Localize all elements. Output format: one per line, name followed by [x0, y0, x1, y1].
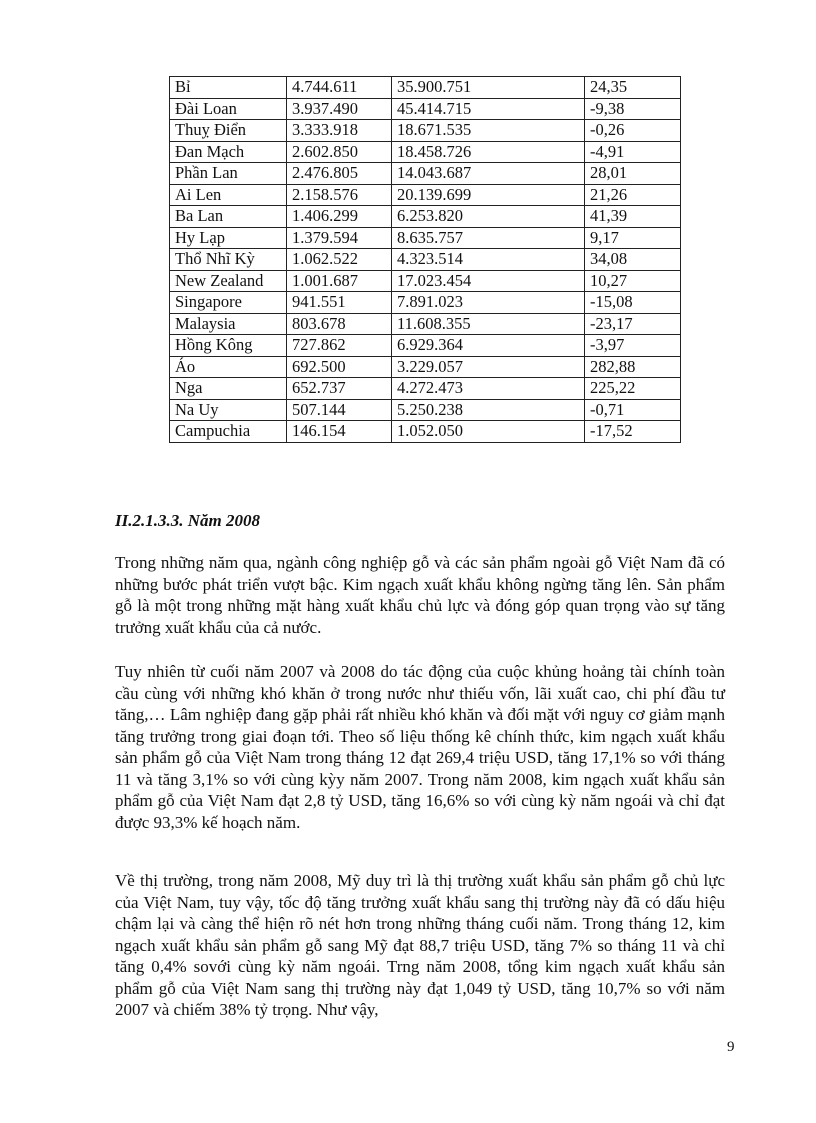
- country-cell: Nga: [170, 378, 287, 400]
- change-cell: -4,91: [585, 141, 681, 163]
- change-cell: 34,08: [585, 249, 681, 271]
- value-cell: 20.139.699: [392, 184, 585, 206]
- table-row: [170, 77, 681, 99]
- country-cell: Hồng Kông: [170, 335, 287, 357]
- country-cell: Thuỵ Điển: [170, 120, 287, 142]
- change-cell: -9,38: [585, 98, 681, 120]
- change-cell: 10,27: [585, 270, 681, 292]
- change-cell: -0,71: [585, 399, 681, 421]
- value-cell: 1.406.299: [287, 206, 392, 228]
- table-row: [170, 141, 681, 163]
- country-cell: Hy Lạp: [170, 227, 287, 249]
- country-cell: Ai Len: [170, 184, 287, 206]
- table-row: [170, 335, 681, 357]
- table-row: [170, 98, 681, 120]
- country-cell: Đài Loan: [170, 98, 287, 120]
- value-cell: 3.229.057: [392, 356, 585, 378]
- change-cell: -17,52: [585, 421, 681, 443]
- page-number: 9: [727, 1039, 735, 1055]
- country-cell: Bỉ: [170, 77, 287, 99]
- change-cell: -0,26: [585, 120, 681, 142]
- value-cell: 45.414.715: [392, 98, 585, 120]
- table-row: [170, 227, 681, 249]
- country-cell: Campuchia: [170, 421, 287, 443]
- value-cell: 1.062.522: [287, 249, 392, 271]
- value-cell: 6.929.364: [392, 335, 585, 357]
- value-cell: 1.001.687: [287, 270, 392, 292]
- change-cell: 225,22: [585, 378, 681, 400]
- change-cell: -23,17: [585, 313, 681, 335]
- country-cell: Thổ Nhĩ Kỳ: [170, 249, 287, 271]
- value-cell: 2.476.805: [287, 163, 392, 185]
- country-cell: Na Uy: [170, 399, 287, 421]
- table-row: [170, 356, 681, 378]
- table-row: [170, 292, 681, 314]
- value-cell: 18.458.726: [392, 141, 585, 163]
- country-cell: Áo: [170, 356, 287, 378]
- value-cell: 1.052.050: [392, 421, 585, 443]
- change-cell: 282,88: [585, 356, 681, 378]
- change-cell: 21,26: [585, 184, 681, 206]
- change-cell: 28,01: [585, 163, 681, 185]
- table-row: [170, 270, 681, 292]
- value-cell: 35.900.751: [392, 77, 585, 99]
- value-cell: 2.602.850: [287, 141, 392, 163]
- value-cell: 8.635.757: [392, 227, 585, 249]
- table-row: [170, 163, 681, 185]
- value-cell: 4.272.473: [392, 378, 585, 400]
- value-cell: 2.158.576: [287, 184, 392, 206]
- value-cell: 1.379.594: [287, 227, 392, 249]
- table-row: [170, 313, 681, 335]
- table-row: [170, 206, 681, 228]
- table-row: [170, 120, 681, 142]
- change-cell: -15,08: [585, 292, 681, 314]
- paragraph: Về thị trường, trong năm 2008, Mỹ duy trì là thị trường xuất khẩu sản phẩm gỗ chủ lực của Việt Nam, tuy vậy, tốc độ tăng trưởng xuất khẩu sang thị trường này đã có dấu hiệu chậm lại và càng thể hiện rõ nét hơn trong những tháng cuối năm. Trong tháng 12, kim ngạch xuất khẩu sản phẩm gỗ sang Mỹ đạt 88,7 triệu USD, tăng 7% so tháng 11 và chỉ tăng 0,4% sovới cùng kỳ năm ngoái. Trng năm 2008, tổng kim ngạch xuất khẩu sản phẩm gỗ của Việt Nam sang thị trường này đạt 1,049 tỷ USD, tăng 10,7% so với năm 2007 và chiếm 38% tỷ trọng. Như vậy,: [115, 871, 725, 1019]
- value-cell: 507.144: [287, 399, 392, 421]
- value-cell: 803.678: [287, 313, 392, 335]
- value-cell: 11.608.355: [392, 313, 585, 335]
- country-cell: Singapore: [170, 292, 287, 314]
- table-row: [170, 378, 681, 400]
- value-cell: 4.323.514: [392, 249, 585, 271]
- value-cell: 3.333.918: [287, 120, 392, 142]
- table-row: [170, 249, 681, 271]
- value-cell: 727.862: [287, 335, 392, 357]
- country-cell: Ba Lan: [170, 206, 287, 228]
- value-cell: 17.023.454: [392, 270, 585, 292]
- section-heading: II.2.1.3.3. Năm 2008: [115, 511, 260, 530]
- value-cell: 652.737: [287, 378, 392, 400]
- value-cell: 4.744.611: [287, 77, 392, 99]
- value-cell: 14.043.687: [392, 163, 585, 185]
- export-table: [169, 76, 681, 443]
- country-cell: Malaysia: [170, 313, 287, 335]
- change-cell: 24,35: [585, 77, 681, 99]
- value-cell: 18.671.535: [392, 120, 585, 142]
- value-cell: 692.500: [287, 356, 392, 378]
- country-cell: Đan Mạch: [170, 141, 287, 163]
- value-cell: 3.937.490: [287, 98, 392, 120]
- value-cell: 146.154: [287, 421, 392, 443]
- paragraph: Trong những năm qua, ngành công nghiệp gỗ và các sản phẩm ngoài gỗ Việt Nam đã có những bước phát triển vượt bậc. Kim ngạch xuất khẩu không ngừng tăng lên. Sản phẩm gỗ là một trong những mặt hàng xuất khẩu chủ lực và đóng góp quan trọng vào sự tăng trưởng xuất khẩu của cả nước.: [115, 553, 725, 637]
- value-cell: 6.253.820: [392, 206, 585, 228]
- table-row: [170, 184, 681, 206]
- change-cell: -3,97: [585, 335, 681, 357]
- country-cell: New Zealand: [170, 270, 287, 292]
- change-cell: 41,39: [585, 206, 681, 228]
- country-cell: Phần Lan: [170, 163, 287, 185]
- paragraph: Tuy nhiên từ cuối năm 2007 và 2008 do tác động của cuộc khủng hoảng tài chính toàn cầu cùng với những khó khăn ở trong nước như thiếu vốn, lãi xuất cao, chi phí đầu tư tăng,… Lâm nghiệp đang gặp phải rất nhiều khó khăn và đối mặt với nguy cơ giảm mạnh tăng trưởng trong giai đoạn tới. Theo số liệu thống kê chính thức, kim ngạch xuất khẩu sản phẩm gỗ của Việt Nam trong tháng 12 đạt 269,4 triệu USD, tăng 17,1% so với tháng 11 và tăng 3,1% so với cùng kỳy năm 2007. Trong năm 2008, kim ngạch xuất khẩu sản phẩm gỗ của Việt Nam đạt 2,8 tỷ USD, tăng 16,6% so với cùng kỳ năm ngoái và chỉ đạt được 93,3% kế hoạch năm.: [115, 662, 725, 832]
- change-cell: 9,17: [585, 227, 681, 249]
- value-cell: 7.891.023: [392, 292, 585, 314]
- value-cell: 941.551: [287, 292, 392, 314]
- table-row: [170, 421, 681, 443]
- value-cell: 5.250.238: [392, 399, 585, 421]
- table-row: [170, 399, 681, 421]
- table-body: [170, 77, 681, 443]
